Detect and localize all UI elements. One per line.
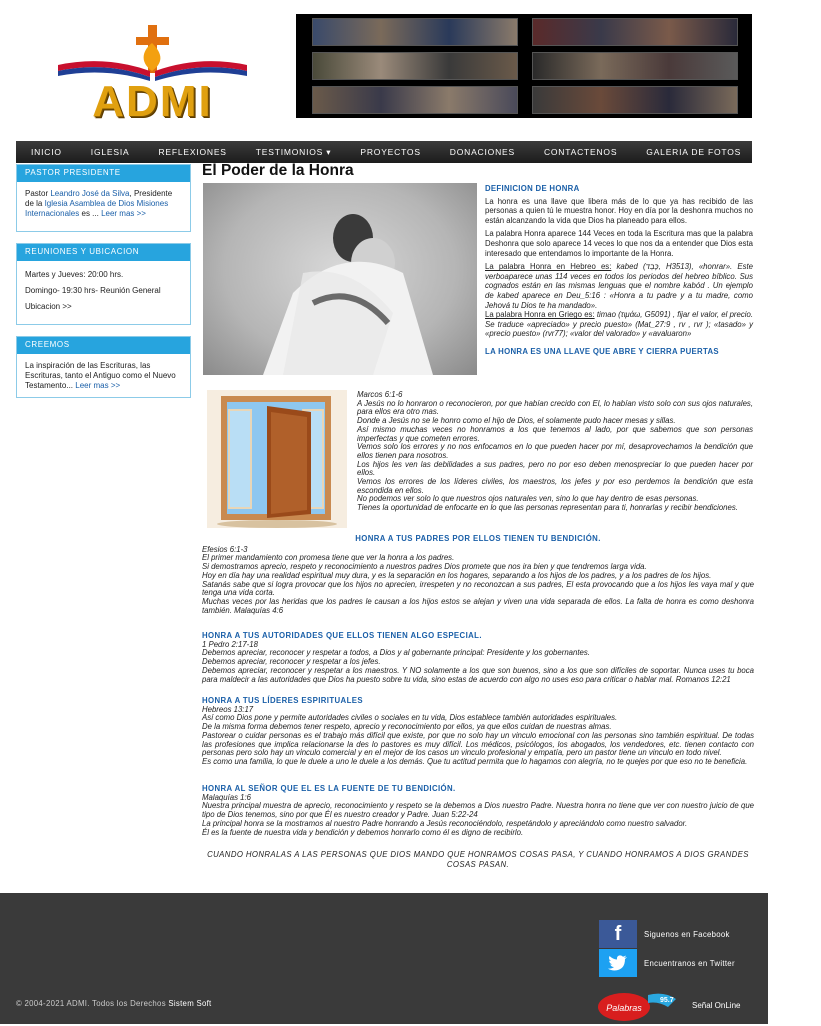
nav-item-proyectos[interactable]: PROYECTOS [360,147,421,157]
hebrew-label: La palabra Honra en Hebreo es: [485,262,612,272]
lideres-text: Hebreos 13:17 Así como Dios pone y permite autoridades civiles o sociales en tu vida, Dios establece también autoridades espirituales. De la misma forma debemos tener respeto, aprecio y reconocimiento por ellos, ya que ellos cuidan de nuestras almas. Pastorear o cuidar personas es el trabajo más difícil que existe, por que no solo hay un vinculo emocional con las personas sino también espiritual. De todas las profesiones que implica relacionarse la des lo pastores es muy difícil. Los médicos, psicólogos, los abogados, los vendedores, etc. tienen contacto con personas pero solo hay un vinculo comercial y en el mejor de los casos un vinculo profesional y empatía, pero un pastor tiene un vinculo en todo nivel. Es como una familia, lo que le duele a uno le duele a los demás. Que tu actitud permita que lo hagamos con alegría, no te quejes por que eso no te beneficia. [202,704,754,766]
nav-item-iglesia[interactable]: IGLESIA [90,147,130,157]
definition-column [485,184,753,357]
nav-item-galeria[interactable]: GALERIA DE FOTOS [646,147,742,157]
padres-heading: HONRA A TUS PADRES POR ELLOS TIENEN TU BENDICIÓN. [355,534,601,543]
nav-item-inicio[interactable]: INICIO [31,147,62,157]
main-nav [16,141,808,163]
collage-photo [312,52,518,80]
sidebar-creemos-text [17,354,190,398]
church-link[interactable]: Iglesia Asamblea de Dios Misiones Internacionales [25,199,169,218]
meetings-sunday: Domingo- 19:30 hrs- Reunión General [25,286,161,295]
radio-logo-icon [598,989,686,1021]
facebook-icon[interactable]: f [599,920,637,948]
hebrew-paragraph [485,262,753,310]
site-header [0,0,768,138]
greek-paragraph [485,310,753,339]
lideres-heading: HONRA A TUS LÍDERES ESPIRITUALES [202,696,363,705]
creemos-read-more-link[interactable]: Leer mas >> [75,381,121,390]
twitter-link[interactable] [599,949,735,977]
collage-photo [312,18,518,46]
nav-item-testimonios[interactable]: TESTIMONIOS ▾ [255,146,332,157]
senor-heading: HONRA AL SEÑOR QUE EL ES LA FUENTE DE TU BENDICIÓN. [202,784,456,793]
pastor-read-more-link[interactable]: Leer mas >> [101,209,146,218]
embrace-photo-icon [203,183,477,375]
twitter-label[interactable]: Encuentranos en Twitter [644,958,735,968]
senor-text: Malaquías 1:6 Nuestra principal muestra de aprecio, reconocimiento y respeto se la debemos a Dios nuestro Padre. Nuestra honra no tiene que ver con nuestro juicio de que tipo de Dios tenemos, sino por que Él es nuestro creador y Padre. Juan 5:22-24 La principal honra se la mostramos al nuestro Padre honrando a Jesús reconociéndolo, respetándolo y apreciándolo como nuestro salvador. Él es la fuente de nuestra vida y bendición y debemos honrarlo como él es digno de recibirlo. [202,792,754,837]
collage-photo [532,52,738,80]
pastor-suffix: es ... [79,209,102,218]
nav-item-videos[interactable]: VIDEOS [770,147,808,157]
company-link[interactable]: Sistem Soft [168,999,212,1008]
autoridades-text: 1 Pedro 2:17-18 Debemos apreciar, reconocer y respetar a todos, a Dios y al gobernante principal: Presidente y los gobernantes. Debemos apreciar, reconocer y respetar a los jefes. Debemos apreciar, reconocer y respetar a los maestros. Y NO solamente a los que son buenos, sino a los que son difíciles de soportar. Nunca uses tu boca para maldecir a las autoridades que Dios ha puesto sobre tu vida, sino estas de acuerdo con algo no uses eso para criticar o hablar mal. Romanos 12:21 [202,639,754,684]
facebook-label[interactable]: Siguenos en Facebook [644,929,730,939]
greek-label: La palabra Honra en Griego es: [485,310,595,320]
sidebar-pastor-text [17,182,190,226]
autoridades-section [202,632,754,684]
page-title: El Poder de la Honra [202,162,354,179]
closing-statement: CUANDO HONRALAS A LAS PERSONAS QUE DIOS MANDO QUE HONRAMOS COSAS PASA, Y CUANDO HONRAMOS A DIOS GRANDES COSAS PASAN. [207,850,749,869]
sidebar-meetings-box [16,243,191,325]
definition-heading: DEFINICION DE HONRA [485,184,580,193]
article-photo-embrace [203,183,477,375]
radio-palabras-logo[interactable] [598,989,686,1021]
header-photo-collage [296,14,752,118]
sidebar-pastor-title: PASTOR PRESIDENTE [17,165,190,182]
pastor-prefix: Pastor [25,189,51,198]
senor-section [202,785,754,837]
copyright-text: © 2004-2021 ADMI. Todos los Derechos [16,999,169,1008]
autoridades-heading: HONRA A TUS AUTORIDADES QUE ELLOS TIENEN ALGO ESPECIAL. [202,631,482,640]
pastor-name-link[interactable]: Leandro José da Silva [50,189,130,198]
meetings-weekday: Martes y Jueves: 20:00 hrs. [25,270,124,279]
facebook-link[interactable] [599,920,730,948]
site-footer [0,893,768,1024]
radio-frequency: 95.7 [660,997,674,1004]
sidebar-creemos-box [16,336,191,398]
sidebar-pastor-box [16,164,191,232]
greek-text: timao (τιμάω, G5091) , fijar el valor, el precio. Se traduce «apreciado» y precio puesto» (Mat_27:9 , rv , rvr ); «tasado» y «precio puesto» (rvr77); «valor del valorado» y «avaluaron» [485,310,753,339]
definition-p1: La honra es una llave que libera más de lo que ya has recibido de las personas a quien tú le muestra honor. Hoy en día por la deshonra muchos no están alcanzando la vida que Dios ha planeado para ellos. [485,196,753,225]
open-door-icon [207,390,347,528]
hebrew-text: kabed (כָּבֵד, H3513), «honrar». Este verboaparece unas 114 veces en todos los periodos del hebreo bíblico. Sus cognados están en las mismas lenguas que el nombre kabód . Un ejemplo de kabed aparece en Deu_5:16 : «Honra a tu padre y a tu madre, como Jehová tu Dios te ha mandado». [485,262,753,310]
twitter-icon[interactable] [599,949,637,977]
collage-photo [532,18,738,46]
pastor-mid: , Presidente de la [25,189,173,208]
radio-name: Palabras [606,1003,642,1013]
nav-item-contactenos[interactable]: CONTACTENOS [543,147,618,157]
padres-text: Efesios 6:1-3 El primer mandamiento con promesa tiene que ver la honra a los padres. Si demostramos aprecio, respeto y reconocimiento a nuestros padres Dios promete que nos ira bien y que tendremos larga vida. Hoy en día hay una realidad espiritual muy dura, y es la separación en los hogares, separando a los hijos de los padres, y a los padres de los hijos. Satanás sabe que si logra provocar que los hijos no aprecien, irrespeten y no reconozcan a sus padres, El esta provocando que a los hijos les vaya mal y que tenga una vida corta. Muchas veces por las heridas que los padres le causan a los hijos estos se alejan y viven una vida separada de ellos. La falta de honra es como deshonra también. Malaquías 4:6 [202,544,754,615]
site-logo[interactable] [50,25,255,126]
sidebar-meetings-title: REUNIONES Y UBICACION [17,244,190,261]
sidebar-meetings-body [17,261,190,319]
location-link[interactable]: Ubicacion >> [25,302,72,311]
key-heading: LA HONRA ES UNA LLAVE QUE ABRE Y CIERRA PUERTAS [485,346,719,356]
creemos-text: La inspiración de las Escrituras, las Escrituras, tanto el Antiguo como el Nuevo Testamento... [25,361,176,390]
logo-text: ADMI [92,77,213,126]
padres-section [202,535,754,615]
lideres-section [202,697,754,767]
collage-photo [532,86,738,114]
collage-photo [312,86,518,114]
marcos-text: Marcos 6:1-6 A Jesús no lo honraron o reconocieron, por que habían crecido con El, lo habían visto solo con sus ojos naturales, para ellos era otro mas. Donde a Jesús no se le honro como el hijo de Dios, el solamente pudo hacer mesas y sillas. Así mismo muchas veces no honramos a los que tenemos al lado, por que sabemos que son personas imperfectas y que cometen errores. Vemos solo los errores y no nos enfocamos en lo que pueden hacer por mí, desaprovechamos la bendición que ellos tienen para nosotros. Los hijos les ven las debilidades a sus padres, pero no por eso deben menospreciar lo que pueden hacer por ellos. Vemos los errores de los líderes civiles, los maestros, los jefes y por eso perdemos la bendición que esta escondida en ellos. No podemos ver solo lo que nuestros ojos naturales ven, sino lo que hay dentro de esas personas. Tienes la oportunidad de enfocarte en lo que las personas representan para ti, honrarlas y recibir bendiciones. [357,390,753,513]
sidebar-creemos-title: CREEMOS [17,337,190,354]
nav-item-reflexiones[interactable]: REFLEXIONES [158,147,227,157]
copyright [16,999,212,1008]
article-photo-door [207,390,347,528]
radio-online-label[interactable]: Señal OnLine [692,1001,741,1010]
nav-item-donaciones[interactable]: DONACIONES [449,147,515,157]
definition-p2: La palabra Honra aparece 144 Veces en toda la Escritura mas que la palabra Deshonra que solo aparece 14 veces lo que nos da a entender que Dios esta interesado que entendamos lo importante de la Honra. [485,229,753,258]
marcos-section [357,391,753,513]
